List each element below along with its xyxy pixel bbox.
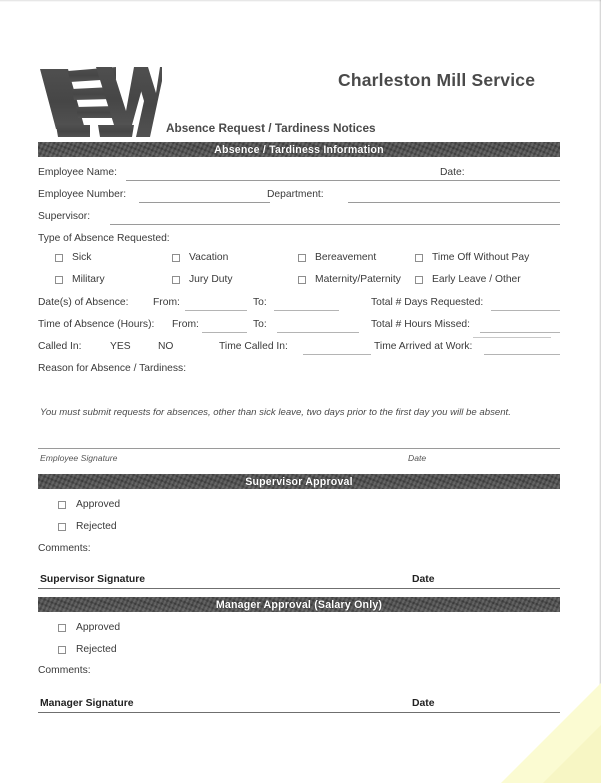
label-total-days-requested: Total # Days Requested: xyxy=(371,297,484,308)
label-time-arrived-at-work: Time Arrived at Work: xyxy=(374,341,473,352)
checkbox-maternity-paternity-label: Maternity/Paternity xyxy=(315,274,401,285)
label-employee-signature: Employee Signature xyxy=(40,453,118,463)
field-total-hours-missed-smudge xyxy=(473,337,551,338)
checkbox-jury-duty-label: Jury Duty xyxy=(189,274,233,285)
label-dates-of-absence: Date(s) of Absence: xyxy=(38,297,129,308)
checkbox-maternity-paternity[interactable] xyxy=(298,276,306,284)
checkbox-manager-rejected-label: Rejected xyxy=(76,644,117,655)
field-date[interactable] xyxy=(404,180,560,181)
checkbox-supervisor-approved[interactable] xyxy=(58,501,66,509)
label-employee-name: Employee Name: xyxy=(38,167,117,178)
supervisor-signature-line[interactable] xyxy=(38,588,560,589)
label-total-hours-missed: Total # Hours Missed: xyxy=(371,319,471,330)
field-department[interactable] xyxy=(348,202,560,203)
field-hours-to[interactable] xyxy=(277,332,359,333)
label-department: Department: xyxy=(267,189,324,200)
label-reason-for-absence: Reason for Absence / Tardiness: xyxy=(38,363,187,374)
label-hours-from: From: xyxy=(172,319,199,330)
field-employee-number[interactable] xyxy=(139,202,270,203)
field-reason-for-absence[interactable] xyxy=(38,376,560,402)
option-called-in-yes[interactable]: YES xyxy=(110,341,131,352)
manager-signature-line[interactable] xyxy=(38,712,560,713)
field-manager-comments[interactable] xyxy=(38,678,560,696)
field-supervisor[interactable] xyxy=(110,224,560,225)
label-supervisor-signature: Supervisor Signature xyxy=(40,574,146,585)
field-time-arrived-at-work[interactable] xyxy=(484,354,560,355)
label-hours-to: To: xyxy=(253,319,267,330)
checkbox-early-leave-other-label: Early Leave / Other xyxy=(432,274,521,285)
label-supervisor-comments: Comments: xyxy=(38,543,91,554)
checkbox-sick[interactable] xyxy=(55,254,63,262)
label-employee-signature-date: Date xyxy=(408,453,427,463)
label-date: Date: xyxy=(440,167,465,178)
label-time-of-absence: Time of Absence (Hours): xyxy=(38,319,155,330)
field-total-hours-missed[interactable] xyxy=(480,332,560,333)
checkbox-manager-approved[interactable] xyxy=(58,624,66,632)
checkbox-supervisor-approved-label: Approved xyxy=(76,499,121,510)
label-dates-to: To: xyxy=(253,297,267,308)
field-time-called-in[interactable] xyxy=(303,354,371,355)
submission-notice: You must submit requests for absences, other than sick leave, two days prior to the first day you will be absent. xyxy=(40,407,511,418)
checkbox-supervisor-rejected-label: Rejected xyxy=(76,521,117,532)
section-band-manager-approval-label: Manager Approval (Salary Only) xyxy=(215,598,383,611)
label-type-of-absence: Type of Absence Requested: xyxy=(38,233,170,244)
checkbox-military-label: Military xyxy=(72,274,105,285)
section-band-manager-approval xyxy=(38,597,560,612)
checkbox-supervisor-rejected[interactable] xyxy=(58,523,66,531)
section-band-supervisor-approval-label: Supervisor Approval xyxy=(245,475,353,488)
label-employee-number: Employee Number: xyxy=(38,189,127,200)
label-manager-comments: Comments: xyxy=(38,665,91,676)
label-dates-from: From: xyxy=(153,297,180,308)
field-dates-from[interactable] xyxy=(185,310,247,311)
company-name: Charleston Mill Service xyxy=(338,70,536,90)
checkbox-sick-label: Sick xyxy=(72,252,92,263)
field-supervisor-comments[interactable] xyxy=(38,556,560,574)
checkbox-military[interactable] xyxy=(55,276,63,284)
field-dates-to[interactable] xyxy=(274,310,339,311)
employee-signature-line[interactable] xyxy=(38,448,560,449)
section-band-supervisor-approval xyxy=(38,474,560,489)
checkbox-bereavement[interactable] xyxy=(298,254,306,262)
levy-logo xyxy=(38,63,162,139)
checkbox-time-off-without-pay-label: Time Off Without Pay xyxy=(432,252,530,263)
checkbox-vacation-label: Vacation xyxy=(189,252,229,263)
checkbox-jury-duty[interactable] xyxy=(172,276,180,284)
field-total-days-requested[interactable] xyxy=(491,310,560,311)
checkbox-manager-approved-label: Approved xyxy=(76,622,121,633)
section-band-absence-info xyxy=(38,142,560,157)
section-band-absence-info-label: Absence / Tardiness Information xyxy=(214,143,384,156)
checkbox-time-off-without-pay[interactable] xyxy=(415,254,423,262)
label-time-called-in: Time Called In: xyxy=(219,341,288,352)
form-title: Absence Request / Tardiness Notices xyxy=(166,121,376,135)
label-supervisor-signature-date: Date xyxy=(412,574,435,585)
field-hours-from[interactable] xyxy=(202,332,247,333)
checkbox-manager-rejected[interactable] xyxy=(58,646,66,654)
option-called-in-no[interactable]: NO xyxy=(158,341,174,352)
checkbox-vacation[interactable] xyxy=(172,254,180,262)
scan-edge-top xyxy=(0,0,601,2)
checkbox-bereavement-label: Bereavement xyxy=(315,252,377,263)
checkbox-early-leave-other[interactable] xyxy=(415,276,423,284)
label-manager-signature-date: Date xyxy=(412,698,435,709)
label-manager-signature: Manager Signature xyxy=(40,698,134,709)
label-supervisor: Supervisor: xyxy=(38,211,91,222)
label-called-in: Called In: xyxy=(38,341,82,352)
field-employee-name[interactable] xyxy=(126,180,434,181)
